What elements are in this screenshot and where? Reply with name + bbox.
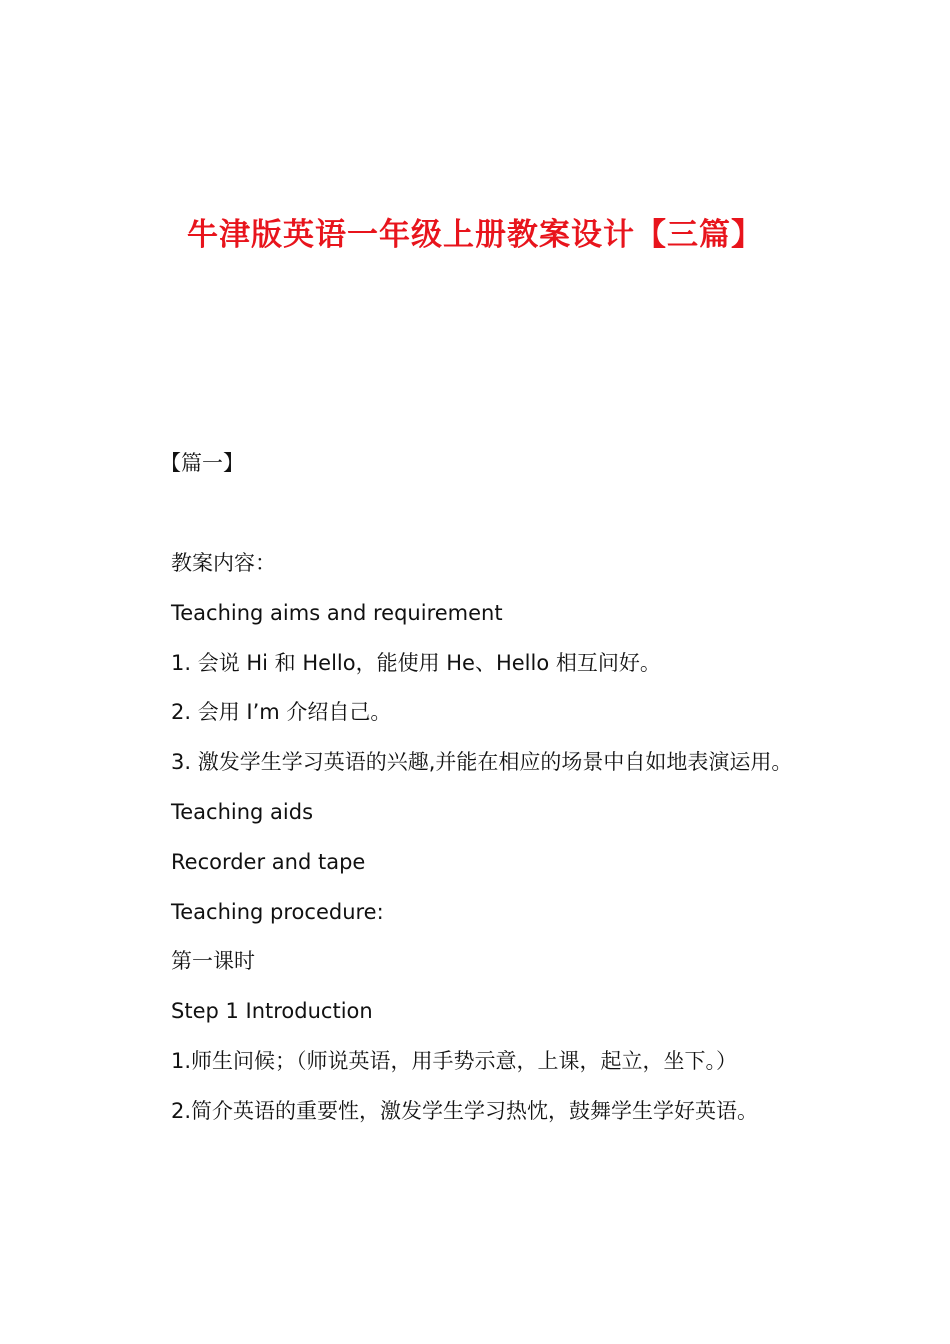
text-line: Teaching aims and requirement (171, 600, 503, 625)
text-line: Teaching aids (171, 799, 314, 824)
text-line: 教案内容： (171, 551, 276, 575)
text-line: 第一课时 (171, 949, 255, 974)
text-line: 1.师生问候；（师说英语，用手势示意，上课，起立，坐下。） (171, 1048, 738, 1073)
document-title: 牛津版英语一年级上册教案设计【三篇】 (187, 217, 763, 253)
body-text (171, 546, 891, 1144)
text-line: 2. 会用 I’m 介绍自己。 (171, 700, 392, 725)
text-line: Teaching procedure: (171, 899, 384, 924)
text-line: 3. 激发学生学习英语的兴趣,并能在相应的场景中自如地表演运用。 (171, 750, 793, 775)
section-heading: 【篇一】 (160, 451, 244, 475)
text-line: 1. 会说 Hi 和 Hello，能使用 He、Hello 相互问好。 (171, 650, 661, 675)
text-line: Recorder and tape (171, 849, 366, 874)
text-line: Step 1 Introduction (171, 999, 373, 1024)
text-line: 2.简介英语的重要性，激发学生学习热忱，鼓舞学生学好英语。 (171, 1098, 759, 1123)
